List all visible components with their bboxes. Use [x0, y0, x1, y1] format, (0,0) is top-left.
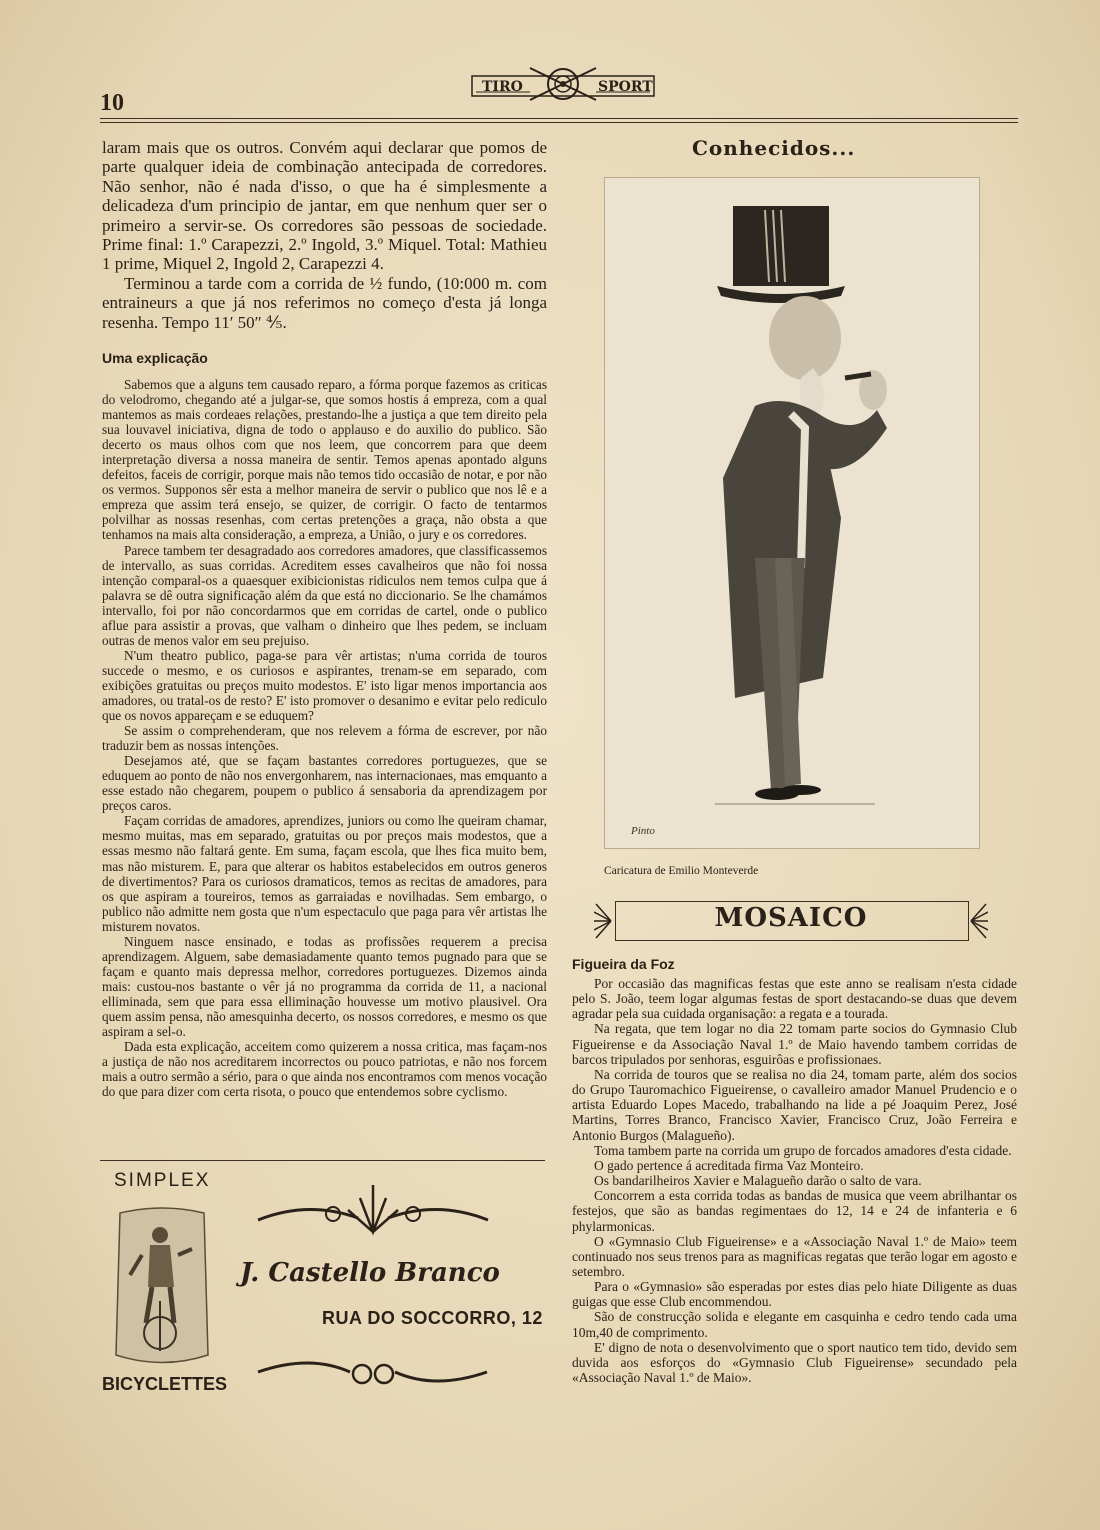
paragraph: Se assim o comprehenderam, que nos relevem a fórma de escrever, por não traduzir bem as nossas intenções. [102, 723, 547, 754]
ad-product: BICYCLETTES [102, 1374, 228, 1394]
explicacao-article [102, 377, 547, 1099]
paragraph: Toma tambem parte na corrida um grupo de forcados amadores d'esta cidade. [594, 1142, 1012, 1158]
paragraph: São de construcção solida e elegante em casquinha e cedro tendo cada uma 10m,40 de comprimento. [572, 1309, 1017, 1340]
paragraph: E' digno de nota o desenvolvimento que o sport nautico tem tido, devido sem duvida aos esforços do «Gymnasio Club Figueirense» secundado pela «Associação Naval 1.º de Maio». [572, 1339, 1017, 1386]
paragraph: O «Gymnasio Club Figueirense» e a «Associação Naval 1.º de Maio» teem continuado nos seus trenos para as magnificas regatas que terão logar em agosto e setembro. [572, 1233, 1017, 1279]
mosaico-title: MOSAICO [714, 903, 868, 933]
page-number: 10 [100, 90, 124, 116]
header-rule-double [100, 122, 1018, 123]
section-heading: Uma explicação [102, 350, 208, 366]
advertiser-name: J. Castello Branco [240, 1258, 500, 1288]
paragraph: Na regata, que tem logar no dia 22 tomam parte socios do Gymnasio Club Figueirense e da Associação Naval 1.º de Maio havendo tambem corridas de barcos tripulados por senhoras, esguirôas e profissionaes. [572, 1021, 1017, 1067]
paragraph: O gado pertence á acreditada firma Vaz Monteiro. [594, 1157, 864, 1173]
flourish-ornament-bottom [250, 1350, 495, 1396]
article-continuation [102, 138, 547, 332]
svg-text:SPORT: SPORT [598, 79, 653, 95]
paragraph: Sabemos que a alguns tem causado reparo, a fórma porque fazemos as criticas do velodromo, chegando até a julgar-se, que somos hostis á empreza, com a qual mantemos as mais cordeaes relações, prestando-lhe a justiça a que tem direito pela sua louvavel iniciativa, digna de todo o applauso e do auxilio do publico. São decerto os maus olhos com que nos leem, que concorrem para que deem interpretação diversa a nossa maneira de sentir. Temos apenas apontado alguns defeitos, faceis de corrigir, porque mais não temos tido occasião de notar, e por não os vermos. Supponos sêr esta a melhor maneira de servir o publico que nos lê e a empreza que assim terá ensejo, se quizer, de corrigir. O facto de tentarmos polvilhar as nossas resenhas, com certas pretenções a graça, não obsta a que tenhamos na mais alta consideração, a empreza, a União, o jury e os corredores. [102, 377, 547, 543]
caricature-drawing [605, 178, 979, 848]
paragraph: Na corrida de touros que se realisa no dia 24, tomam parte, além dos socios do Grupo Tauromachico Figueirense, o cavalleiro amador Manuel Prudencio e o artista Eduardo Lopes Macedo, trabalhando na lide a pé Joaquim Perez, José Martins, Torres Branco, Francisco Xavier, Francisco Cruz, João Ferreira e Antonio Burgos (Malagueño). [572, 1066, 1017, 1143]
column-divider [100, 1160, 545, 1161]
header-rule [100, 118, 1018, 119]
paragraph: N'um theatro publico, paga-se para vêr artistas; n'uma corrida de touros succede o mesmo, e os curiosos e aspirantes, trenam-se em separado, com exibições gratuitas ou preços muito modestos. E' isto ligar menos importancia aos amadores, ou tratal-os de resto? E' isto promover o desanimo e evitar pelo rediculo que os novos appareçam e se eduquem? [102, 647, 547, 724]
paragraph: Os bandarilheiros Xavier e Malagueño darão o salto de vara. [594, 1173, 922, 1189]
paragraph: Por occasião das magnificas festas que este anno se realisam n'esta cidade pelo S. João, teem logar algumas festas de sport destacando-se duas que devem agradar pela sua cuidada organisação: a regata e a tourada. [572, 976, 1017, 1022]
caricature-image [604, 177, 980, 849]
advertiser-address: RUA DO SOCCORRO, 12 [322, 1308, 543, 1328]
masthead-logo [470, 62, 656, 108]
paragraph: Façam corridas de amadores, aprendizes, juniors ou como lhe queiram chamar, mesmo muitas, mas em separado, gratuitas ou por preços mais modestos, que a essas mesmo não faltará gente. Em suma, façam escola, que lhes fica muito bem, mas não misturem. E, para que alterar os habitos estabelecidos em outros generos de divertimentos? Para os curiosos dramaticos, temos as recitas de amadores, para os que aspiram a toureiros, temos as garraiadas e novilhadas. Sem embargo, o publico não admitte nem gosta que n'um espectaculo que paga para vêr artistas lhe misturem novatos. [102, 813, 547, 934]
paragraph: Concorrem a esta corrida todas as bandas de musica que veem abrilhantar os festejos, que são as bandas regimentaes do 12, 14 e 24 de infanteria e 6 phylarmonicas. [572, 1188, 1017, 1234]
ad-brand: SIMPLEX [114, 1170, 211, 1191]
paragraph: laram mais que os outros. Convém aqui declarar que pomos de parte qualquer ideia de combinação antecipada de corredores. Não senhor, não é nada d'isso, o que ha é simplesmente a delicadeza d'um principio de jantar, em que nenhum quer ser o primeiro a servir-se. Os corredores são pessoas de sociedade. Prime final: 1.º Carapezzi, 2.º Ingold, 3.º Miquel. Total: Mathieu 1 prime, Miquel 2, Ingold 2, Carapezzi 4. [102, 138, 547, 274]
paragraph: Parece tambem ter desagradado aos corredores amadores, que classificassemos de intervallo, as suas corridas. Acreditem esses cavalheiros que não foi nossa intenção comparal-os a quaesquer exibicionistas ridiculos nem temos culpa que á palavra se dê outra significação além da que está no diccionario. Se lhe chamámos intervallo, foi por não concordarmos que em corridas de cartel, onde o publico aflue para assistir a provas, que valham o dinheiro que lhes pedem, se incluam outras de menos valor em seu prejuiso. [102, 542, 547, 648]
sunburst-ornament-right [970, 902, 988, 940]
paragraph: Ninguem nasce ensinado, e todas as profissões requerem a precisa aprendizagem. Alguem, sabe demasiadamente quanto temos pugnado para que se façam e quanto mais depressa melhor, corredores portuguezes. Dizemos ainda mais: custou-nos bastante o vêr já no programma da corrida de 11, a nacional elliminada, sem que para essa elliminação houvesse um motivo plausivel. Ora quem assim pensa, não amesquinha decerto, os nossos corredores, e mesmo os que aspiram a sel-o. [102, 933, 547, 1040]
svg-text:TIRO: TIRO [482, 79, 523, 95]
artist-signature: Pinto [631, 825, 655, 837]
paragraph: Para o «Gymnasio» são esperadas por estes dias pelo hiate Diligente as duas guigas que esse Club encommendou. [572, 1279, 1017, 1310]
paragraph: Desejamos até, que se façam bastantes corredores portuguezes, que se eduquem ao ponto de não nos envergonharem, nas internacionaes, mas emquanto a esse estado não chegarem, poupem o publico á sensaboria da aprendizagem por preços caros. [102, 753, 547, 814]
flourish-ornament [248, 1180, 498, 1240]
image-caption: Caricatura de Emilio Monteverde [604, 865, 759, 877]
paragraph: Terminou a tarde com a corrida de ½ fundo, (10:000 m. com entraineurs a que já nos referimos no começo d'esta já longa resenha. Tempo 11′ 50″ ⅘. [102, 273, 547, 332]
figueira-article [572, 976, 1017, 1385]
paragraph: Dada esta explicação, acceitem como quizerem a nossa critica, mas façam-nos a justiça de não nos acreditarem incorrectos ou pouco patriotas, e não nos forcem mais a outro sermão a sério, para o que ainda nos encontramos com menos vocação do que para dizer com certa risota, o pouco que entendemos sobre cyclismo. [102, 1039, 547, 1100]
conhecidos-heading: Conhecidos... [692, 136, 856, 160]
figueira-heading: Figueira da Foz [572, 956, 675, 972]
cyclist-illustration [112, 1205, 212, 1370]
sunburst-ornament-left [594, 902, 612, 940]
